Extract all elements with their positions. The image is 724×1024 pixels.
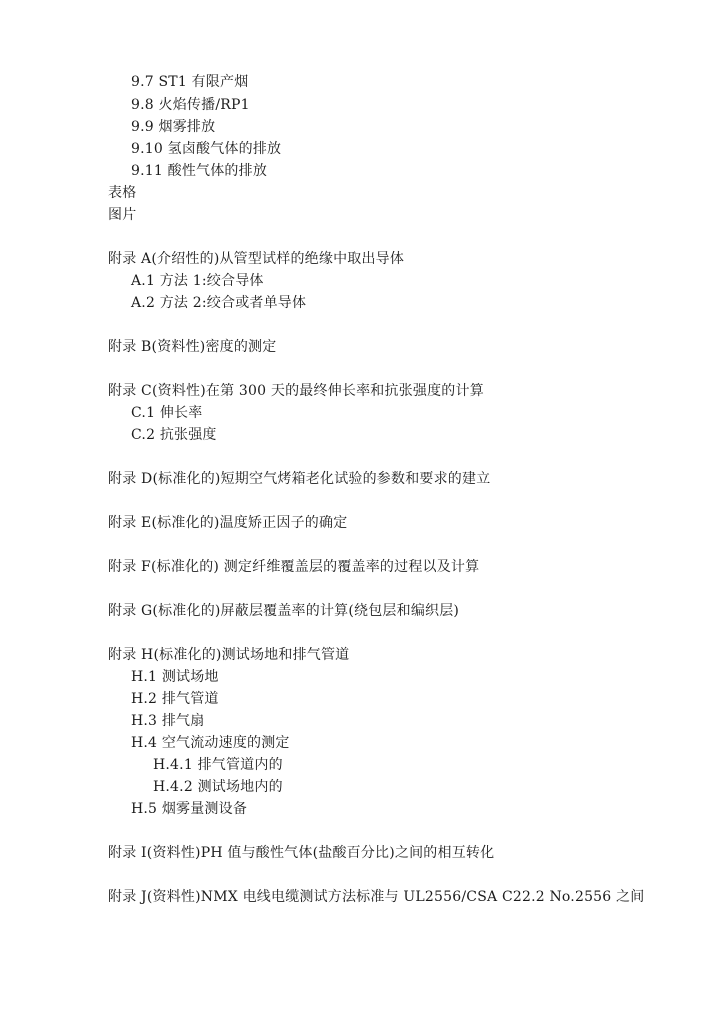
toc-entry-annex-a-1: A.1 方法 1:绞合导体 — [131, 273, 264, 289]
toc-entry-9-11: 9.11 酸性气体的排放 — [131, 163, 268, 179]
toc-entry-annex-h-1: H.1 测试场地 — [131, 669, 219, 685]
toc-entry-annex-j: 附录 J(资料性)NMX 电线电缆测试方法标准与 UL2556/CSA C22.2 No.2556 之间 — [108, 889, 645, 905]
toc-entry-9-10: 9.10 氢卤酸气体的排放 — [131, 141, 282, 157]
toc-entry-annex-h-4-2: H.4.2 测试场地内的 — [153, 779, 283, 795]
toc-entry-annex-h: 附录 H(标准化的)测试场地和排气管道 — [108, 647, 350, 663]
toc-entry-tables: 表格 — [108, 185, 137, 201]
toc-entry-annex-c: 附录 C(资料性)在第 300 天的最终伸长率和抗张强度的计算 — [108, 383, 484, 399]
toc-entry-figures: 图片 — [108, 207, 137, 223]
toc-entry-annex-h-5: H.5 烟雾量测设备 — [131, 801, 248, 817]
toc-entry-annex-h-3: H.3 排气扇 — [131, 713, 205, 729]
toc-entry-annex-g: 附录 G(标准化的)屏蔽层覆盖率的计算(绕包层和编织层) — [108, 603, 460, 619]
toc-entry-annex-h-2: H.2 排气管道 — [131, 691, 219, 707]
toc-entry-annex-h-4-1: H.4.1 排气管道内的 — [153, 757, 283, 773]
toc-entry-annex-c-2: C.2 抗张强度 — [131, 427, 217, 443]
toc-entry-9-7: 9.7 ST1 有限产烟 — [131, 74, 249, 90]
toc-entry-9-8: 9.8 火焰传播/RP1 — [131, 97, 250, 113]
toc-entry-9-9: 9.9 烟雾排放 — [131, 119, 216, 135]
toc-entry-annex-a: 附录 A(介绍性的)从管型试样的绝缘中取出导体 — [108, 251, 405, 267]
toc-entry-annex-b: 附录 B(资料性)密度的测定 — [108, 339, 277, 355]
toc-entry-annex-d: 附录 D(标准化的)短期空气烤箱老化试验的参数和要求的建立 — [108, 471, 491, 487]
toc-entry-annex-i: 附录 I(资料性)PH 值与酸性气体(盐酸百分比)之间的相互转化 — [108, 845, 495, 861]
toc-entry-annex-f: 附录 F(标准化的) 测定纤维覆盖层的覆盖率的过程以及计算 — [108, 559, 480, 575]
toc-entry-annex-e: 附录 E(标准化的)温度矫正因子的确定 — [108, 515, 348, 531]
toc-entry-annex-a-2: A.2 方法 2:绞合或者单导体 — [131, 295, 307, 311]
toc-entry-annex-c-1: C.1 伸长率 — [131, 405, 203, 421]
toc-entry-annex-h-4: H.4 空气流动速度的测定 — [131, 735, 290, 751]
